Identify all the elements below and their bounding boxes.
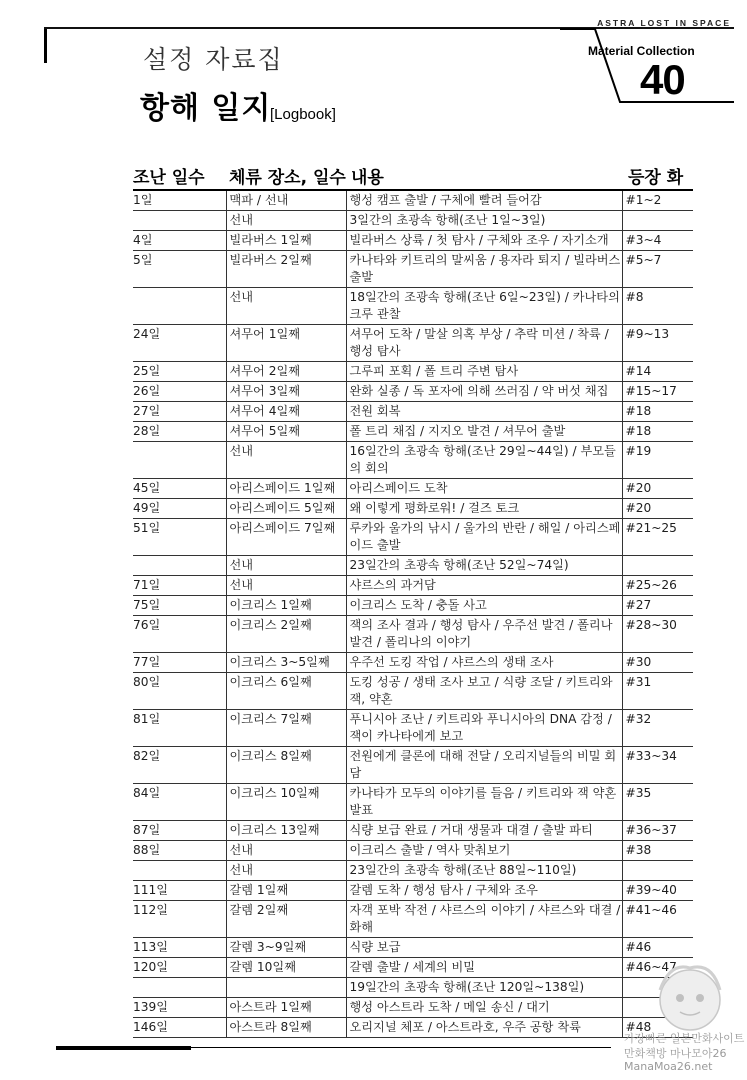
- cell-day: 112일: [133, 901, 226, 938]
- table-row: [133, 556, 693, 576]
- cell-place: 이크리스 1일째: [226, 596, 346, 616]
- cell-day: 28일: [133, 422, 226, 442]
- cell-place: 갈렘 10일째: [226, 958, 346, 978]
- cell-day: 75일: [133, 596, 226, 616]
- cell-content: 셔무어 도착 / 말살 의혹 부상 / 추락 미션 / 착륙 / 행성 탐사: [346, 325, 622, 362]
- cell-content: 완화 실종 / 독 포자에 의해 쓰러짐 / 약 버섯 채집: [346, 382, 622, 402]
- cell-place: 이크리스 8일째: [226, 747, 346, 784]
- cell-place: 셔무어 5일째: [226, 422, 346, 442]
- cell-day: 51일: [133, 519, 226, 556]
- cell-episode: [622, 861, 693, 881]
- cell-day: 84일: [133, 784, 226, 821]
- cell-day: 111일: [133, 881, 226, 901]
- table-row: [133, 901, 693, 938]
- table-row: [133, 616, 693, 653]
- cell-place: 갈렘 3~9일째: [226, 938, 346, 958]
- table-row: [133, 211, 693, 231]
- cell-day: 120일: [133, 958, 226, 978]
- cell-content: 18일간의 조광속 항해(조난 6일~23일) / 카나타의 크루 관찰: [346, 288, 622, 325]
- cell-content: 잭의 조사 결과 / 행성 탐사 / 우주선 발견 / 폴리나 발견 / 폴리나의 이야기: [346, 616, 622, 653]
- table-row: [133, 821, 693, 841]
- cell-content: 23일간의 초광속 항해(조난 52일~74일): [346, 556, 622, 576]
- cell-content: 오리지널 체포 / 아스트라호, 우주 공항 착륙: [346, 1018, 622, 1038]
- table-row: [133, 251, 693, 288]
- cell-day: [133, 861, 226, 881]
- page-title-english: [Logbook]: [270, 106, 336, 123]
- cell-day: 82일: [133, 747, 226, 784]
- cell-episode: #19: [622, 442, 693, 479]
- cell-place: 셔무어 4일째: [226, 402, 346, 422]
- table-row: [133, 958, 693, 978]
- cell-place: 빌라버스 2일째: [226, 251, 346, 288]
- cell-day: 5일: [133, 251, 226, 288]
- cell-content: 전원 회복: [346, 402, 622, 422]
- table-row: [133, 288, 693, 325]
- cell-content: 16일간의 초광속 항해(조난 29일~44일) / 부모들의 회의: [346, 442, 622, 479]
- cell-content: 갈렘 출발 / 세계의 비밀: [346, 958, 622, 978]
- cell-content: 23일간의 초광속 항해(조난 88일~110일): [346, 861, 622, 881]
- cell-content: 그루피 포획 / 폴 트리 주변 탐사: [346, 362, 622, 382]
- cell-episode: #9~13: [622, 325, 693, 362]
- cell-day: 113일: [133, 938, 226, 958]
- cell-episode: #14: [622, 362, 693, 382]
- bottom-rule: [56, 1046, 191, 1050]
- cell-day: 45일: [133, 479, 226, 499]
- cell-content: 푸니시아 조난 / 키트리와 푸니시아의 DNA 감정 / 잭이 카나타에게 보고: [346, 710, 622, 747]
- cell-content: 식량 보급 완료 / 거대 생물과 대결 / 출발 파티: [346, 821, 622, 841]
- cell-place: 갈렘 1일째: [226, 881, 346, 901]
- cell-day: 26일: [133, 382, 226, 402]
- cell-day: 4일: [133, 231, 226, 251]
- cell-content: 빌라버스 상륙 / 첫 탐사 / 구체와 조우 / 자기소개: [346, 231, 622, 251]
- table-row: [133, 231, 693, 251]
- cell-place: 선내: [226, 442, 346, 479]
- cell-content: 도킹 성공 / 생태 조사 보고 / 식량 조달 / 키트리와 잭, 약혼: [346, 673, 622, 710]
- cell-episode: #32: [622, 710, 693, 747]
- cell-content: 갈렘 도착 / 행성 탐사 / 구체와 조우: [346, 881, 622, 901]
- cell-day: [133, 288, 226, 325]
- section-subtitle: 설정 자료집: [143, 45, 284, 74]
- watermark-line2: 만화책방 마나모아26: [624, 1047, 727, 1060]
- column-header-content: 내용: [351, 168, 384, 188]
- table-row: [133, 362, 693, 382]
- cell-place: 선내: [226, 556, 346, 576]
- table-row: [133, 881, 693, 901]
- cell-day: 25일: [133, 362, 226, 382]
- cell-episode: #8: [622, 288, 693, 325]
- cell-episode: #3~4: [622, 231, 693, 251]
- cell-day: 81일: [133, 710, 226, 747]
- cell-place: 갈렘 2일째: [226, 901, 346, 938]
- cell-place: 아스트라 1일째: [226, 998, 346, 1018]
- table-row: [133, 1018, 693, 1038]
- page-title: 항해 일지: [140, 91, 272, 126]
- table-row: [133, 442, 693, 479]
- table-row: [133, 938, 693, 958]
- material-label: Material Collection: [588, 44, 695, 58]
- cell-day: [133, 442, 226, 479]
- cell-episode: #30: [622, 653, 693, 673]
- cell-content: 전원에게 클론에 대해 전달 / 오리지널들의 비밀 회담: [346, 747, 622, 784]
- cell-episode: #31: [622, 673, 693, 710]
- table-row: [133, 710, 693, 747]
- cell-content: 자객 포박 작전 / 샤르스의 이야기 / 샤르스와 대결 / 화해: [346, 901, 622, 938]
- cell-day: 77일: [133, 653, 226, 673]
- cell-day: 88일: [133, 841, 226, 861]
- cell-place: 아리스페이드 5일째: [226, 499, 346, 519]
- cell-content: 아리스페이드 도착: [346, 479, 622, 499]
- cell-episode: #28~30: [622, 616, 693, 653]
- cell-day: [133, 978, 226, 998]
- cell-episode: #36~37: [622, 821, 693, 841]
- cell-day: 139일: [133, 998, 226, 1018]
- table-row: [133, 519, 693, 556]
- cell-episode: #15~17: [622, 382, 693, 402]
- material-number: 40: [640, 56, 685, 103]
- cell-day: 87일: [133, 821, 226, 841]
- cell-episode: #18: [622, 422, 693, 442]
- table-row: [133, 325, 693, 362]
- cell-content: 행성 아스트라 도착 / 메일 송신 / 대기: [346, 998, 622, 1018]
- cell-place: 이크리스 10일째: [226, 784, 346, 821]
- cell-episode: #18: [622, 402, 693, 422]
- table-row: [133, 191, 693, 211]
- cell-episode: #39~40: [622, 881, 693, 901]
- cell-place: 셔무어 2일째: [226, 362, 346, 382]
- cell-place: 이크리스 6일째: [226, 673, 346, 710]
- cell-place: 선내: [226, 576, 346, 596]
- cell-day: 146일: [133, 1018, 226, 1038]
- cell-place: 빌라버스 1일째: [226, 231, 346, 251]
- cell-place: 아스트라 8일째: [226, 1018, 346, 1038]
- cell-episode: #5~7: [622, 251, 693, 288]
- table-row: [133, 382, 693, 402]
- cell-day: 1일: [133, 191, 226, 211]
- watermark-line1: 가장빠른 일본만화사이트: [624, 1032, 745, 1045]
- cell-day: 27일: [133, 402, 226, 422]
- cell-content: 카나타와 키트리의 말씨움 / 용자라 퇴지 / 빌라버스 출발: [346, 251, 622, 288]
- cell-episode: #25~26: [622, 576, 693, 596]
- cell-place: 선내: [226, 841, 346, 861]
- cell-place: 셔무어 3일째: [226, 382, 346, 402]
- table-row: [133, 861, 693, 881]
- cell-day: [133, 556, 226, 576]
- table-row: [133, 422, 693, 442]
- cell-place: 셔무어 1일째: [226, 325, 346, 362]
- bottom-rule-thin: [191, 1047, 611, 1048]
- cell-place: 이크리스 2일째: [226, 616, 346, 653]
- series-title: ASTRA LOST IN SPACE: [597, 18, 731, 28]
- cell-episode: #46~47: [622, 958, 693, 978]
- table-row: [133, 747, 693, 784]
- cell-episode: #35: [622, 784, 693, 821]
- cell-episode: #38: [622, 841, 693, 861]
- table-row: [133, 576, 693, 596]
- cell-content: 19일간의 초광속 항해(조난 120일~138일): [346, 978, 622, 998]
- cell-place: [226, 978, 346, 998]
- table-row: [133, 402, 693, 422]
- cell-episode: #21~25: [622, 519, 693, 556]
- cell-content: 왜 이렇게 평화로워! / 걸즈 토크: [346, 499, 622, 519]
- table-row: [133, 841, 693, 861]
- table-row: [133, 596, 693, 616]
- table-row: [133, 978, 693, 998]
- cell-episode: #41~46: [622, 901, 693, 938]
- column-header-episode: 등장 화: [628, 168, 684, 188]
- logbook-table: [133, 191, 693, 1038]
- cell-content: 이크리스 도착 / 충돌 사고: [346, 596, 622, 616]
- table-row: [133, 998, 693, 1018]
- column-header-place: 체류 장소, 일수: [229, 168, 346, 188]
- cell-place: 이크리스 3~5일째: [226, 653, 346, 673]
- cell-content: 폴 트리 채집 / 지지오 발견 / 셔무어 출발: [346, 422, 622, 442]
- cell-content: 우주선 도킹 작업 / 샤르스의 생태 조사: [346, 653, 622, 673]
- cell-day: 80일: [133, 673, 226, 710]
- cell-content: 루카와 울가의 낚시 / 울가의 반란 / 해일 / 아리스페이드 출발: [346, 519, 622, 556]
- cell-place: 아리스페이드 1일째: [226, 479, 346, 499]
- cell-place: 선내: [226, 211, 346, 231]
- cell-episode: #48: [622, 1018, 693, 1038]
- cell-content: 3일간의 초광속 항해(조난 1일~3일): [346, 211, 622, 231]
- cell-episode: #20: [622, 499, 693, 519]
- table-row: [133, 499, 693, 519]
- table-row: [133, 784, 693, 821]
- column-header-day: 조난 일수: [133, 168, 205, 188]
- table-row: [133, 673, 693, 710]
- cell-day: 49일: [133, 499, 226, 519]
- cell-day: 71일: [133, 576, 226, 596]
- cell-content: 샤르스의 과거담: [346, 576, 622, 596]
- cell-episode: #1~2: [622, 191, 693, 211]
- cell-place: 아리스페이드 7일째: [226, 519, 346, 556]
- cell-episode: [622, 211, 693, 231]
- cell-episode: #27: [622, 596, 693, 616]
- cell-content: 이크리스 출발 / 역사 맞춰보기: [346, 841, 622, 861]
- header-decoration: [0, 0, 747, 140]
- watermark-line3: ManaMoa26.net: [624, 1060, 713, 1073]
- cell-day: 24일: [133, 325, 226, 362]
- table-row: [133, 479, 693, 499]
- cell-place: 맥파 / 선내: [226, 191, 346, 211]
- table-row: [133, 653, 693, 673]
- cell-content: 식량 보급: [346, 938, 622, 958]
- cell-content: 행성 캠프 출발 / 구체에 빨려 들어감: [346, 191, 622, 211]
- cell-episode: [622, 556, 693, 576]
- cell-place: 선내: [226, 288, 346, 325]
- cell-content: 카나타가 모두의 이야기를 들음 / 키트리와 잭 약혼 발표: [346, 784, 622, 821]
- cell-episode: #33~34: [622, 747, 693, 784]
- cell-place: 이크리스 7일째: [226, 710, 346, 747]
- cell-day: [133, 211, 226, 231]
- cell-episode: #46: [622, 938, 693, 958]
- cell-day: 76일: [133, 616, 226, 653]
- cell-episode: #20: [622, 479, 693, 499]
- cell-place: 이크리스 13일째: [226, 821, 346, 841]
- cell-place: 선내: [226, 861, 346, 881]
